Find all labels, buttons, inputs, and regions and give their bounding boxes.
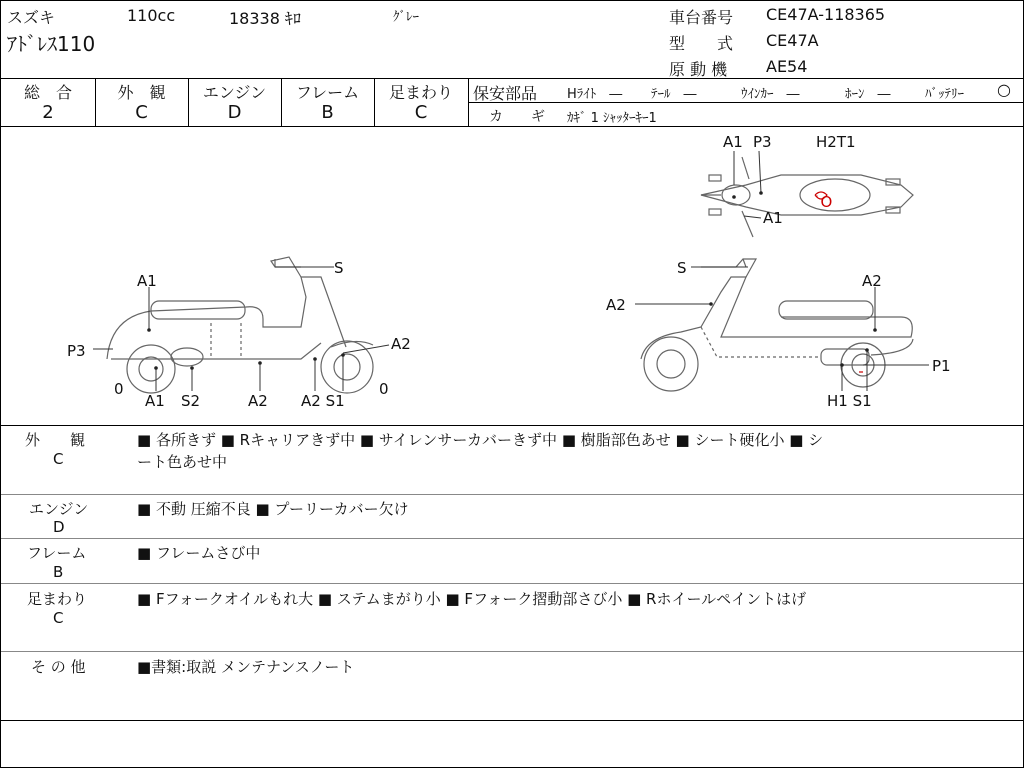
remark-other-text: ■書類:取説 メンテナンスノート bbox=[137, 658, 355, 676]
grade-overall-label: 総 合 bbox=[23, 83, 72, 102]
remark-suspension-text: ■ Fフォークオイルもれ大 ■ ステムまがり小 ■ Fフォーク摺動部さび小 ■ Rホイールペイントはげ bbox=[137, 590, 807, 608]
label-l-a2r: A2 bbox=[391, 335, 411, 353]
divider bbox=[1, 583, 1023, 584]
engine-code: AE54 bbox=[766, 57, 808, 76]
label-top-a1b: A1 bbox=[763, 209, 783, 227]
damage-diagram bbox=[1, 127, 1023, 425]
label-l-a2s1: A2 S1 bbox=[301, 392, 345, 410]
label-top-h2t1: H2T1 bbox=[816, 133, 856, 151]
frame-no-label: 車台番号 bbox=[669, 8, 734, 27]
safety-title: 保安部品 bbox=[473, 84, 538, 103]
safety-winker: ｳｲﾝｶｰ ― bbox=[741, 87, 800, 102]
color: ｸﾞﾚｰ bbox=[393, 10, 419, 25]
model-name: ｱﾄﾞﾚｽ110 bbox=[7, 32, 96, 56]
remark-exterior-text-cont: ート色あせ中 bbox=[137, 453, 228, 471]
label-r-a2a: A2 bbox=[606, 296, 626, 314]
grade-overall-value: 2 bbox=[42, 102, 54, 123]
battery-ok-mark: ○ bbox=[997, 80, 1011, 99]
remark-frame-text: ■ フレームさび中 bbox=[137, 544, 261, 562]
divider bbox=[468, 102, 1023, 103]
safety-horn: ﾎｰﾝ ― bbox=[845, 87, 891, 102]
label-l-a1b: A1 bbox=[145, 392, 165, 410]
grade-exterior-label: 外 観 bbox=[117, 83, 166, 102]
label-l-a2: A2 bbox=[248, 392, 268, 410]
divider bbox=[468, 78, 469, 126]
label-l-0a: 0 bbox=[114, 380, 124, 398]
displacement: 110cc bbox=[127, 6, 176, 25]
label-r-h1s1: H1 S1 bbox=[827, 392, 872, 410]
label-r-a2b: A2 bbox=[862, 272, 882, 290]
divider bbox=[1, 494, 1023, 495]
divider bbox=[1, 78, 1023, 79]
remark-engine-text: ■ 不動 圧縮不良 ■ プーリーカバー欠け bbox=[137, 500, 409, 518]
label-l-s: S bbox=[334, 259, 344, 277]
grade-frame-value: B bbox=[321, 102, 334, 123]
remark-exterior-text: ■ 各所きず ■ Rキャリアきず中 ■ サイレンサーカバーきず中 ■ 樹脂部色あせ ■ シート硬化小 ■ シ bbox=[137, 431, 824, 449]
maker: スズキ bbox=[7, 8, 56, 27]
remark-suspension-grade: C bbox=[53, 609, 64, 627]
label-r-p1: P1 bbox=[932, 357, 951, 375]
frame-no: CE47A-118365 bbox=[766, 5, 886, 24]
grade-suspension-value: C bbox=[414, 102, 428, 123]
label-l-p3: P3 bbox=[67, 342, 86, 360]
grade-engine-label: エンジン bbox=[202, 83, 267, 102]
label-l-a1: A1 bbox=[137, 272, 157, 290]
label-r-s: S bbox=[677, 259, 687, 277]
divider bbox=[1, 651, 1023, 652]
remark-frame-grade: B bbox=[53, 563, 64, 581]
model-code: CE47A bbox=[766, 31, 819, 50]
remark-exterior-grade: C bbox=[53, 450, 64, 468]
safety-battery: ﾊﾞｯﾃﾘｰ bbox=[925, 87, 964, 102]
label-top-p3: P3 bbox=[753, 133, 772, 151]
remark-other-label: そ の 他 bbox=[31, 658, 86, 676]
remark-engine-grade: D bbox=[53, 518, 65, 536]
divider bbox=[1, 720, 1023, 721]
model-label: 型 式 bbox=[669, 34, 734, 53]
grade-frame-label: フレーム bbox=[295, 83, 360, 102]
engine-label: 原 動 機 bbox=[669, 60, 728, 79]
label-top-a1: A1 bbox=[723, 133, 743, 151]
key-detail: ｶｷﾞ 1 ｼｬｯﾀｰｷｰ1 bbox=[567, 111, 657, 126]
remark-exterior-label: 外 観 bbox=[25, 431, 86, 449]
grade-engine-value: D bbox=[227, 102, 242, 123]
safety-headlight: Hﾗｲﾄ ― bbox=[567, 87, 623, 102]
key-label: カ ギ bbox=[489, 109, 545, 125]
divider bbox=[1, 425, 1023, 426]
remark-suspension-label: 足まわり bbox=[27, 590, 88, 608]
label-top-mark: ˙O bbox=[813, 193, 833, 211]
label-l-0b: 0 bbox=[379, 380, 389, 398]
remark-frame-label: フレーム bbox=[27, 544, 87, 562]
mileage: 18338 ｷﾛ bbox=[229, 9, 301, 28]
grade-suspension-label: 足まわり bbox=[388, 83, 453, 102]
grade-exterior-value: C bbox=[135, 102, 148, 123]
divider bbox=[1, 538, 1023, 539]
label-l-s2: S2 bbox=[181, 392, 201, 410]
remark-engine-label: エンジン bbox=[29, 500, 89, 518]
safety-tail: ﾃｰﾙ ― bbox=[651, 87, 697, 102]
